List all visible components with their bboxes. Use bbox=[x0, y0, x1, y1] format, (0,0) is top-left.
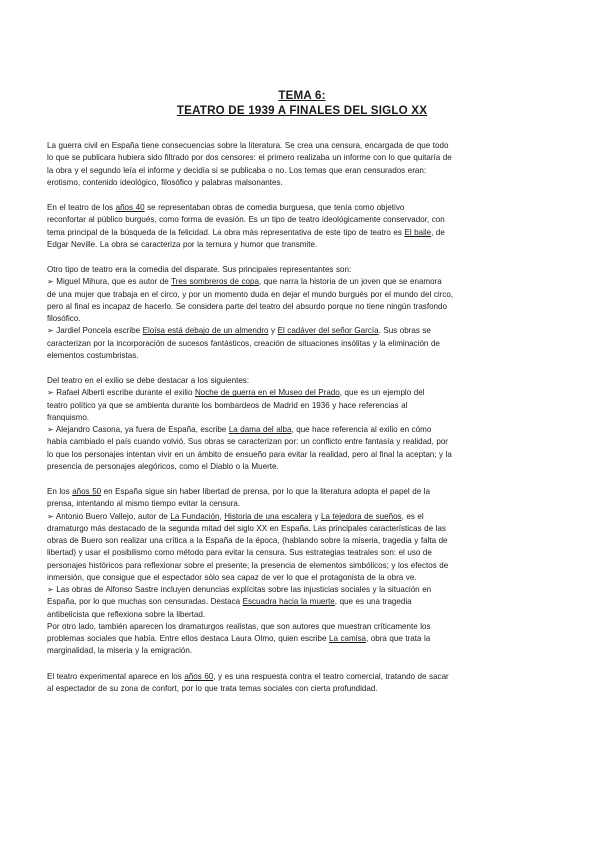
text-segment: se representaban obras de comedia burguesa, que tenía como objetivo bbox=[144, 203, 405, 212]
text-line bbox=[47, 289, 557, 301]
text-segment: , es el bbox=[401, 511, 424, 521]
text-segment: El teatro experimental aparece en los bbox=[47, 671, 185, 681]
work-title: años 50 bbox=[72, 487, 102, 496]
text-line bbox=[47, 498, 557, 510]
text-segment: antibelicista que reflexiona sobre la libertad. bbox=[47, 609, 206, 619]
text-segment: lo que se publicara hubiera sido filtrado por dos censores: el primero realizaba un informe con lo que quitaría de bbox=[47, 153, 452, 163]
text-segment: ➢ Alejandro Casona, ya fuera de España, escribe bbox=[47, 425, 229, 434]
text-line bbox=[47, 264, 557, 276]
text-segment: Otro tipo de teatro era la comedia del disparate. Sus principales representantes son: bbox=[47, 265, 352, 274]
paragraph bbox=[47, 486, 557, 658]
work-title: Tres sombreros de copa bbox=[171, 277, 259, 287]
text-line bbox=[47, 424, 557, 436]
text-segment: En el teatro de los bbox=[47, 203, 116, 212]
text-segment: la obra y el segundo leía el informe y decidía si se publicaba o no. Los temas que eran censurados eran: bbox=[47, 165, 427, 175]
paragraph bbox=[47, 202, 557, 251]
text-line bbox=[47, 276, 557, 288]
text-line bbox=[47, 486, 557, 498]
work-title: El cadáver del señor García bbox=[277, 326, 379, 336]
work-title: Escuadra hacia la muerte bbox=[242, 597, 335, 607]
text-segment: inmersión, que consigue que el espectador sólo sea capaz de ver lo que el protagonista de la obra ve. bbox=[47, 572, 417, 582]
text-segment: ➢ Las obras de Alfonso Sastre incluyen denuncias explícitas sobre las injusticias sociales y la situación en bbox=[47, 585, 432, 594]
text-line bbox=[47, 461, 557, 473]
text-line bbox=[47, 560, 557, 572]
text-line bbox=[47, 239, 557, 251]
text-segment: , que narra la historia de un joven que se enamora bbox=[258, 277, 442, 287]
document-page bbox=[47, 88, 557, 708]
text-segment: , y es una respuesta contra el teatro comercial, tratando de sacar bbox=[213, 671, 449, 681]
text-line bbox=[47, 387, 557, 399]
text-segment: teatro político ya que se ambienta durante los bombardeos de Madrid en 1936 y hace referencias al bbox=[47, 400, 408, 410]
text-segment: prensa, intentando al mismo tiempo evitar la censura. bbox=[47, 499, 241, 509]
text-segment: Del teatro en el exilio se debe destacar a los siguientes: bbox=[47, 376, 250, 385]
text-segment: de una mujer que trabaja en el circo, y por un momento duda en dejar el mundo burgués por el mundo del circo, bbox=[47, 289, 454, 299]
text-line bbox=[47, 523, 557, 535]
text-line bbox=[47, 584, 557, 596]
text-segment: La guerra civil en España tiene consecuencias sobre la literatura. Se crea una censura, encargada de que todo bbox=[47, 141, 449, 150]
text-line bbox=[47, 511, 557, 523]
paragraph bbox=[47, 375, 557, 473]
text-segment: en España sigue sin haber libertad de prensa, por lo que la literatura adopta el papel de la bbox=[101, 487, 430, 496]
text-line bbox=[47, 449, 557, 461]
text-segment: , que es un ejemplo del bbox=[339, 388, 425, 398]
text-line bbox=[47, 671, 557, 683]
text-line bbox=[47, 400, 557, 412]
text-line bbox=[47, 338, 557, 350]
text-segment: , bbox=[219, 511, 225, 521]
text-segment: erotismo, contenido ideológico, filosófico y palabras malsonantes. bbox=[47, 177, 283, 187]
text-segment: reconfortar al público burgués, como forma de evasión. Es un tipo de teatro ideológicamente conservador, con bbox=[47, 215, 445, 225]
text-line bbox=[47, 683, 557, 695]
text-segment: había cambiado el país cuando volvió. Sus obras se caracterizan por: un conflicto entre fantasía y realidad, por bbox=[47, 437, 448, 447]
text-segment: franquismo. bbox=[47, 412, 90, 422]
paragraph bbox=[47, 140, 557, 189]
text-segment: Edgar Neville. La obra se caracteriza por la ternura y humor que transmite. bbox=[47, 239, 318, 249]
text-line bbox=[47, 202, 557, 214]
text-segment: , que es una tragedia bbox=[334, 597, 412, 607]
text-segment: Por otro lado, también aparecen los dramaturgos realistas, que son autores que muestran críticamente los bbox=[47, 621, 431, 631]
text-segment: dramaturgo más destacado de la segunda mitad del siglo XX en España. Las principales características de las bbox=[47, 523, 446, 533]
text-segment: presencia de personajes alegóricos, como el Diablo o la Muerte. bbox=[47, 461, 279, 471]
text-line bbox=[47, 436, 557, 448]
text-line bbox=[47, 301, 557, 313]
text-segment: obras de Buero son realizar una crítica a la España de la época, (hablando sobre la miseria, tragedia y falta de bbox=[47, 536, 448, 545]
work-title: La camisa bbox=[328, 634, 366, 643]
text-segment: , que hace referencia al exilio en cómo bbox=[291, 425, 432, 434]
text-segment: y bbox=[268, 326, 278, 336]
text-segment: y bbox=[311, 511, 322, 521]
text-line bbox=[47, 165, 557, 177]
text-segment: En los bbox=[47, 487, 73, 496]
text-line bbox=[47, 633, 557, 645]
document-body bbox=[47, 140, 557, 695]
work-title: La dama del alba bbox=[228, 425, 292, 434]
text-line bbox=[47, 227, 557, 239]
text-line bbox=[47, 325, 557, 337]
text-line bbox=[47, 572, 557, 584]
text-line bbox=[47, 214, 557, 226]
text-line bbox=[47, 645, 557, 657]
work-title: La Fundación bbox=[170, 511, 220, 521]
text-line bbox=[47, 547, 557, 559]
title-block bbox=[47, 88, 557, 118]
text-segment: España, por lo que muchas son censuradas. Destaca bbox=[47, 597, 243, 607]
text-segment: marginalidad, la miseria y la emigración. bbox=[47, 646, 193, 656]
text-line bbox=[47, 412, 557, 424]
text-line bbox=[47, 350, 557, 362]
text-line bbox=[47, 596, 557, 608]
work-title: Noche de guerra en el Museo del Prado bbox=[194, 388, 340, 398]
text-segment: filosófico. bbox=[47, 314, 81, 323]
work-title: años 60 bbox=[184, 671, 214, 681]
text-segment: . Sus obras se bbox=[378, 326, 431, 336]
text-line bbox=[47, 152, 557, 164]
text-line bbox=[47, 375, 557, 387]
text-segment: ➢ Miguel Mihura, que es autor de bbox=[47, 277, 172, 287]
document-title-line-1: TEMA 6: bbox=[278, 89, 326, 102]
text-line bbox=[47, 313, 557, 325]
text-segment: lo que los personajes intentan vivir en un ámbito de ensueño para evitar la realidad, pero al final la aceptan; y la bbox=[47, 449, 452, 459]
work-title: El baile bbox=[404, 227, 432, 237]
text-line bbox=[47, 140, 557, 152]
text-segment: elementos costumbristas. bbox=[47, 350, 139, 360]
text-segment: tema principal de la búsqueda de la felicidad. La obra más representativa de este tipo de teatro es bbox=[47, 227, 405, 237]
text-segment: , de bbox=[431, 227, 445, 237]
text-segment: ➢ Antonio Buero Vallejo, autor de bbox=[47, 511, 171, 521]
text-line bbox=[47, 535, 557, 547]
text-segment: problemas sociales que había. Entre ellos destaca Laura Olmo, quien escribe bbox=[47, 634, 329, 643]
text-segment: al espectador de su zona de confort, por lo que trata temas sociales con cierta profundidad. bbox=[47, 683, 378, 693]
paragraph bbox=[47, 671, 557, 696]
text-segment: ➢ Jardiel Poncela escribe bbox=[47, 326, 143, 336]
work-title: Historia de una escalera bbox=[224, 511, 312, 521]
text-segment: pero al final es incapaz de hacerlo. Se considera parte del teatro del absurdo porque no tiene ningún trasfondo bbox=[47, 301, 447, 311]
text-segment: ➢ Rafael Alberti escribe durante el exilio bbox=[47, 388, 195, 398]
text-segment: personajes históricos para reflexionar sobre el presente; la presencia de elementos simbólicos; y los efectos de bbox=[47, 560, 449, 570]
text-line bbox=[47, 177, 557, 189]
text-line bbox=[47, 621, 557, 633]
text-segment: , obra que trata la bbox=[365, 634, 431, 643]
text-segment: caracterizan por la incorporación de sucesos fantásticos, creación de situaciones insólitas y la eliminación de bbox=[47, 338, 440, 348]
work-title: Eloísa está debajo de un almendro bbox=[142, 326, 269, 336]
work-title: La tejedora de sueños bbox=[321, 511, 402, 521]
text-segment: libertad) y usar el posibilismo como método para evitar la censura. Sus estrategias teatrales son: el uso de bbox=[47, 548, 432, 558]
work-title: años 40 bbox=[115, 203, 145, 212]
text-line bbox=[47, 609, 557, 621]
paragraph bbox=[47, 264, 557, 362]
document-title-line-2: TEATRO DE 1939 A FINALES DEL SIGLO XX bbox=[176, 104, 428, 117]
